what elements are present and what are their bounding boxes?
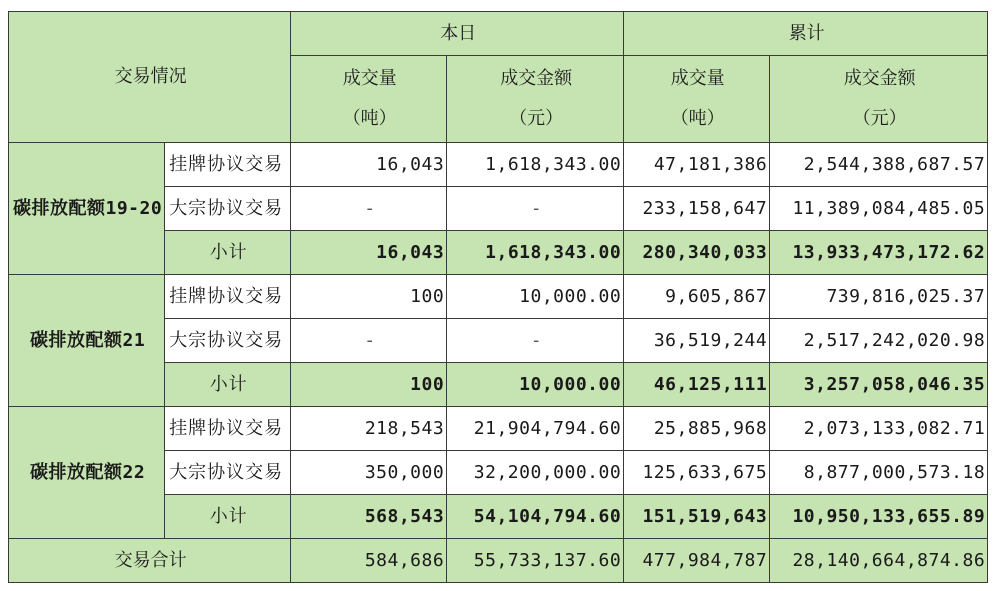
- cumulative-volume-unit: （吨）: [670, 108, 725, 129]
- today-amount-cell: 54,104,794.60: [447, 495, 624, 539]
- total-label: 交易合计: [9, 539, 291, 583]
- cumulative-volume-cell: 233,158,647: [624, 187, 770, 231]
- today-volume-cell: -: [291, 319, 447, 363]
- total-row: [9, 539, 988, 583]
- table-row: [9, 275, 988, 319]
- today-amount-header: [447, 56, 624, 143]
- today-volume-unit: （吨）: [342, 108, 397, 129]
- row-type: 挂牌协议交易: [165, 143, 291, 187]
- cumulative-volume-cell: 47,181,386: [624, 143, 770, 187]
- total-cumulative-volume: 477,984,787: [624, 539, 770, 583]
- table-row: [9, 407, 988, 451]
- today-volume-cell: 350,000: [291, 451, 447, 495]
- cumulative-volume-header: [624, 56, 770, 143]
- today-volume-cell: -: [291, 187, 447, 231]
- row-type: 挂牌协议交易: [165, 407, 291, 451]
- today-volume-cell: 218,543: [291, 407, 447, 451]
- total-today-amount: 55,733,137.60: [447, 539, 624, 583]
- cumulative-amount-cell: 3,257,058,046.35: [770, 363, 988, 407]
- subtotal-label: 小计: [165, 231, 291, 275]
- cumulative-volume-label: 成交量: [670, 68, 725, 89]
- today-amount-cell: 32,200,000.00: [447, 451, 624, 495]
- today-amount-unit: （元）: [509, 108, 564, 129]
- total-cumulative-amount: 28,140,664,874.86: [770, 539, 988, 583]
- today-amount-cell: 10,000.00: [447, 363, 624, 407]
- cumulative-amount-cell: 2,517,242,020.98: [770, 319, 988, 363]
- today-header: 本日: [291, 12, 624, 56]
- today-volume-cell: 16,043: [291, 231, 447, 275]
- total-today-volume: 584,686: [291, 539, 447, 583]
- group-name: 碳排放配额22: [9, 407, 165, 539]
- row-type: 大宗协议交易: [165, 319, 291, 363]
- today-volume-cell: 100: [291, 363, 447, 407]
- row-type: 挂牌协议交易: [165, 275, 291, 319]
- row-type: 大宗协议交易: [165, 187, 291, 231]
- cumulative-volume-cell: 9,605,867: [624, 275, 770, 319]
- trading-summary-table: [8, 11, 988, 583]
- cumulative-amount-unit: （元）: [852, 108, 907, 129]
- cumulative-amount-cell: 2,073,133,082.71: [770, 407, 988, 451]
- cumulative-volume-cell: 125,633,675: [624, 451, 770, 495]
- group-name: 碳排放配额19-20: [9, 143, 165, 275]
- cumulative-volume-cell: 36,519,244: [624, 319, 770, 363]
- cumulative-amount-cell: 2,544,388,687.57: [770, 143, 988, 187]
- today-amount-cell: -: [447, 319, 624, 363]
- today-amount-cell: -: [447, 187, 624, 231]
- today-volume-cell: 568,543: [291, 495, 447, 539]
- cumulative-amount-cell: 13,933,473,172.62: [770, 231, 988, 275]
- table-row: [9, 143, 988, 187]
- row-type: 大宗协议交易: [165, 451, 291, 495]
- today-amount-cell: 1,618,343.00: [447, 143, 624, 187]
- today-amount-cell: 1,618,343.00: [447, 231, 624, 275]
- today-amount-label: 成交金额: [500, 68, 573, 89]
- cumulative-amount-cell: 739,816,025.37: [770, 275, 988, 319]
- today-amount-cell: 21,904,794.60: [447, 407, 624, 451]
- subtotal-label: 小计: [165, 495, 291, 539]
- cumulative-amount-cell: 11,389,084,485.05: [770, 187, 988, 231]
- today-volume-cell: 100: [291, 275, 447, 319]
- corner-header: 交易情况: [9, 12, 291, 143]
- cumulative-volume-cell: 46,125,111: [624, 363, 770, 407]
- today-volume-cell: 16,043: [291, 143, 447, 187]
- cumulative-volume-cell: 25,885,968: [624, 407, 770, 451]
- cumulative-amount-label: 成交金额: [843, 68, 916, 89]
- cumulative-amount-header: [770, 56, 988, 143]
- cumulative-volume-cell: 280,340,033: [624, 231, 770, 275]
- today-volume-label: 成交量: [342, 68, 397, 89]
- today-amount-cell: 10,000.00: [447, 275, 624, 319]
- cumulative-header: 累计: [624, 12, 988, 56]
- cumulative-volume-cell: 151,519,643: [624, 495, 770, 539]
- group-name: 碳排放配额21: [9, 275, 165, 407]
- today-volume-header: [291, 56, 447, 143]
- cumulative-amount-cell: 8,877,000,573.18: [770, 451, 988, 495]
- subtotal-label: 小计: [165, 363, 291, 407]
- cumulative-amount-cell: 10,950,133,655.89: [770, 495, 988, 539]
